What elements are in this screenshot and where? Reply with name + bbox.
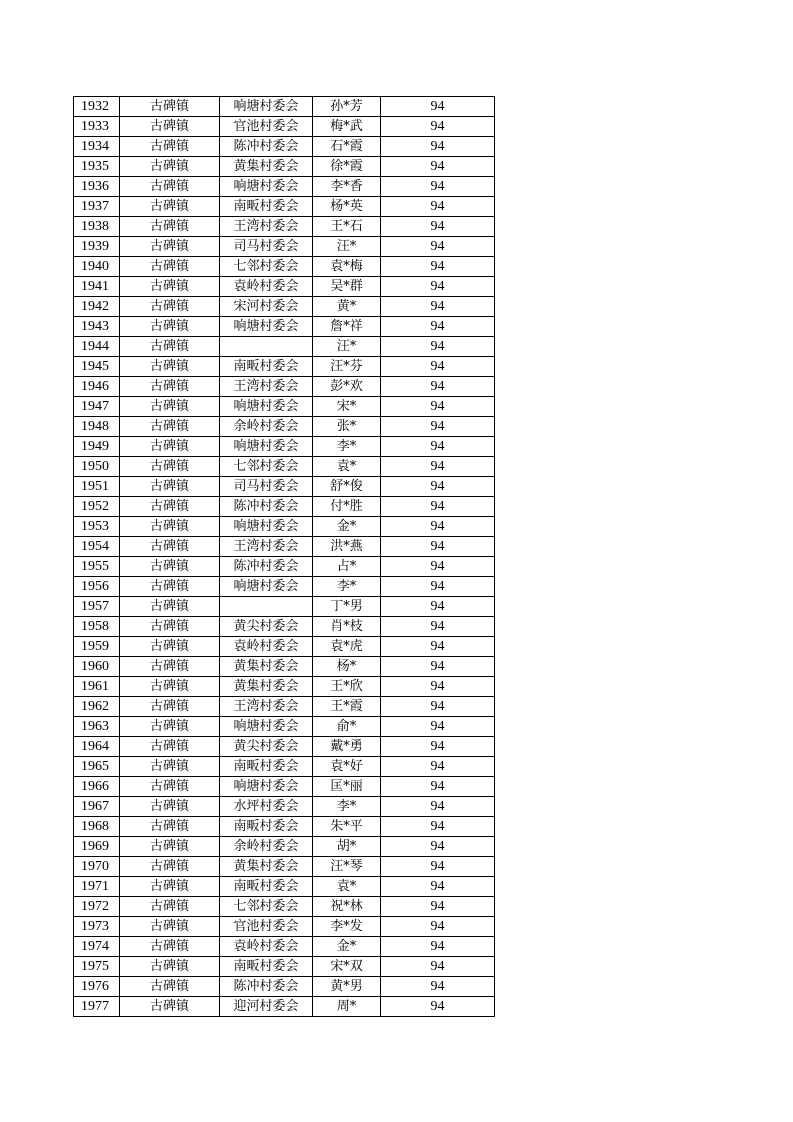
table-row — [74, 817, 495, 837]
row-number-cell: 1962 — [74, 697, 120, 717]
value-cell: 94 — [381, 577, 495, 597]
village-committee-cell: 七邻村委会 — [220, 897, 313, 917]
value-cell: 94 — [381, 957, 495, 977]
row-number-cell: 1954 — [74, 537, 120, 557]
name-cell: 吴*群 — [313, 277, 381, 297]
row-number-cell: 1966 — [74, 777, 120, 797]
town-cell: 古碑镇 — [120, 97, 220, 117]
row-number-cell: 1941 — [74, 277, 120, 297]
town-cell: 古碑镇 — [120, 797, 220, 817]
village-committee-cell: 袁岭村委会 — [220, 277, 313, 297]
row-number-cell: 1964 — [74, 737, 120, 757]
village-committee-cell: 司马村委会 — [220, 237, 313, 257]
town-cell: 古碑镇 — [120, 857, 220, 877]
town-cell: 古碑镇 — [120, 937, 220, 957]
village-committee-cell: 响塘村委会 — [220, 777, 313, 797]
row-number-cell: 1948 — [74, 417, 120, 437]
row-number-cell: 1939 — [74, 237, 120, 257]
name-cell: 彭*欢 — [313, 377, 381, 397]
name-cell: 朱*平 — [313, 817, 381, 837]
row-number-cell: 1955 — [74, 557, 120, 577]
table-row — [74, 917, 495, 937]
name-cell: 徐*霞 — [313, 157, 381, 177]
name-cell: 梅*武 — [313, 117, 381, 137]
table-row — [74, 837, 495, 857]
table-row — [74, 937, 495, 957]
town-cell: 古碑镇 — [120, 537, 220, 557]
value-cell: 94 — [381, 177, 495, 197]
town-cell: 古碑镇 — [120, 157, 220, 177]
table-row — [74, 317, 495, 337]
table-row — [74, 677, 495, 697]
table-row — [74, 577, 495, 597]
village-committee-cell: 陈冲村委会 — [220, 557, 313, 577]
value-cell: 94 — [381, 777, 495, 797]
table-row — [74, 797, 495, 817]
table-row — [74, 657, 495, 677]
town-cell: 古碑镇 — [120, 277, 220, 297]
name-cell: 袁*好 — [313, 757, 381, 777]
table-row — [74, 97, 495, 117]
name-cell: 李* — [313, 437, 381, 457]
table-row — [74, 297, 495, 317]
name-cell: 宋*双 — [313, 957, 381, 977]
value-cell: 94 — [381, 457, 495, 477]
row-number-cell: 1969 — [74, 837, 120, 857]
value-cell: 94 — [381, 197, 495, 217]
village-committee-cell: 南畈村委会 — [220, 197, 313, 217]
value-cell: 94 — [381, 677, 495, 697]
table-row — [74, 557, 495, 577]
row-number-cell: 1947 — [74, 397, 120, 417]
village-committee-cell: 南畈村委会 — [220, 877, 313, 897]
town-cell: 古碑镇 — [120, 817, 220, 837]
row-number-cell: 1944 — [74, 337, 120, 357]
town-cell: 古碑镇 — [120, 917, 220, 937]
row-number-cell: 1973 — [74, 917, 120, 937]
table-row — [74, 857, 495, 877]
name-cell: 占* — [313, 557, 381, 577]
value-cell: 94 — [381, 217, 495, 237]
value-cell: 94 — [381, 837, 495, 857]
name-cell: 匡*丽 — [313, 777, 381, 797]
table-row — [74, 377, 495, 397]
name-cell: 舒*俊 — [313, 477, 381, 497]
value-cell: 94 — [381, 557, 495, 577]
village-committee-cell: 黄尖村委会 — [220, 617, 313, 637]
name-cell: 汪* — [313, 237, 381, 257]
table-row — [74, 697, 495, 717]
village-committee-cell: 水坪村委会 — [220, 797, 313, 817]
village-committee-cell: 王湾村委会 — [220, 697, 313, 717]
name-cell: 汪*芬 — [313, 357, 381, 377]
table-row — [74, 357, 495, 377]
table-row — [74, 617, 495, 637]
value-cell: 94 — [381, 937, 495, 957]
village-committee-cell: 响塘村委会 — [220, 177, 313, 197]
row-number-cell: 1960 — [74, 657, 120, 677]
town-cell: 古碑镇 — [120, 517, 220, 537]
town-cell: 古碑镇 — [120, 457, 220, 477]
value-cell: 94 — [381, 697, 495, 717]
table-row — [74, 177, 495, 197]
row-number-cell: 1963 — [74, 717, 120, 737]
table-row — [74, 997, 495, 1017]
village-committee-cell: 响塘村委会 — [220, 717, 313, 737]
town-cell: 古碑镇 — [120, 757, 220, 777]
name-cell: 王*欣 — [313, 677, 381, 697]
village-committee-cell: 宋河村委会 — [220, 297, 313, 317]
town-cell: 古碑镇 — [120, 737, 220, 757]
row-number-cell: 1970 — [74, 857, 120, 877]
row-number-cell: 1935 — [74, 157, 120, 177]
table-row — [74, 277, 495, 297]
value-cell: 94 — [381, 997, 495, 1017]
name-cell: 戴*勇 — [313, 737, 381, 757]
row-number-cell: 1943 — [74, 317, 120, 337]
row-number-cell: 1951 — [74, 477, 120, 497]
village-committee-cell: 响塘村委会 — [220, 517, 313, 537]
name-cell: 李* — [313, 577, 381, 597]
row-number-cell: 1965 — [74, 757, 120, 777]
table-row — [74, 717, 495, 737]
town-cell: 古碑镇 — [120, 397, 220, 417]
value-cell: 94 — [381, 637, 495, 657]
town-cell: 古碑镇 — [120, 997, 220, 1017]
town-cell: 古碑镇 — [120, 217, 220, 237]
town-cell: 古碑镇 — [120, 637, 220, 657]
town-cell: 古碑镇 — [120, 257, 220, 277]
town-cell: 古碑镇 — [120, 137, 220, 157]
row-number-cell: 1959 — [74, 637, 120, 657]
village-committee-cell: 南畈村委会 — [220, 357, 313, 377]
table-row — [74, 117, 495, 137]
row-number-cell: 1945 — [74, 357, 120, 377]
name-cell: 袁* — [313, 877, 381, 897]
table-row — [74, 537, 495, 557]
row-number-cell: 1932 — [74, 97, 120, 117]
town-cell: 古碑镇 — [120, 557, 220, 577]
name-cell: 李*香 — [313, 177, 381, 197]
value-cell: 94 — [381, 117, 495, 137]
table-row — [74, 757, 495, 777]
town-cell: 古碑镇 — [120, 197, 220, 217]
value-cell: 94 — [381, 157, 495, 177]
table-row — [74, 217, 495, 237]
value-cell: 94 — [381, 317, 495, 337]
row-number-cell: 1933 — [74, 117, 120, 137]
town-cell: 古碑镇 — [120, 617, 220, 637]
table-row — [74, 877, 495, 897]
row-number-cell: 1937 — [74, 197, 120, 217]
village-committee-cell: 王湾村委会 — [220, 537, 313, 557]
name-cell: 袁*梅 — [313, 257, 381, 277]
value-cell: 94 — [381, 477, 495, 497]
value-cell: 94 — [381, 277, 495, 297]
name-cell: 汪* — [313, 337, 381, 357]
roster-table — [73, 96, 495, 1017]
table-row — [74, 397, 495, 417]
table-row — [74, 897, 495, 917]
village-committee-cell: 南畈村委会 — [220, 757, 313, 777]
village-committee-cell: 陈冲村委会 — [220, 137, 313, 157]
name-cell: 汪*琴 — [313, 857, 381, 877]
name-cell: 袁* — [313, 457, 381, 477]
value-cell: 94 — [381, 597, 495, 617]
row-number-cell: 1938 — [74, 217, 120, 237]
value-cell: 94 — [381, 437, 495, 457]
town-cell: 古碑镇 — [120, 477, 220, 497]
value-cell: 94 — [381, 357, 495, 377]
village-committee-cell: 响塘村委会 — [220, 397, 313, 417]
name-cell: 付*胜 — [313, 497, 381, 517]
value-cell: 94 — [381, 737, 495, 757]
row-number-cell: 1976 — [74, 977, 120, 997]
row-number-cell: 1968 — [74, 817, 120, 837]
value-cell: 94 — [381, 977, 495, 997]
town-cell: 古碑镇 — [120, 417, 220, 437]
name-cell: 王*霞 — [313, 697, 381, 717]
value-cell: 94 — [381, 797, 495, 817]
name-cell: 石*霞 — [313, 137, 381, 157]
village-committee-cell: 迎河村委会 — [220, 997, 313, 1017]
value-cell: 94 — [381, 877, 495, 897]
value-cell: 94 — [381, 717, 495, 737]
town-cell: 古碑镇 — [120, 877, 220, 897]
table-row — [74, 417, 495, 437]
town-cell: 古碑镇 — [120, 837, 220, 857]
table-row — [74, 157, 495, 177]
row-number-cell: 1934 — [74, 137, 120, 157]
town-cell: 古碑镇 — [120, 717, 220, 737]
village-committee-cell: 官池村委会 — [220, 917, 313, 937]
value-cell: 94 — [381, 657, 495, 677]
name-cell: 周* — [313, 997, 381, 1017]
row-number-cell: 1957 — [74, 597, 120, 617]
town-cell: 古碑镇 — [120, 657, 220, 677]
town-cell: 古碑镇 — [120, 777, 220, 797]
town-cell: 古碑镇 — [120, 977, 220, 997]
table-row — [74, 437, 495, 457]
village-committee-cell: 南畈村委会 — [220, 817, 313, 837]
value-cell: 94 — [381, 397, 495, 417]
town-cell: 古碑镇 — [120, 597, 220, 617]
town-cell: 古碑镇 — [120, 337, 220, 357]
village-committee-cell: 响塘村委会 — [220, 317, 313, 337]
village-committee-cell: 余岭村委会 — [220, 837, 313, 857]
row-number-cell: 1971 — [74, 877, 120, 897]
name-cell: 李* — [313, 797, 381, 817]
village-committee-cell: 余岭村委会 — [220, 417, 313, 437]
village-committee-cell — [220, 337, 313, 357]
row-number-cell: 1956 — [74, 577, 120, 597]
row-number-cell: 1940 — [74, 257, 120, 277]
village-committee-cell: 黄尖村委会 — [220, 737, 313, 757]
village-committee-cell: 黄集村委会 — [220, 857, 313, 877]
name-cell: 黄* — [313, 297, 381, 317]
village-committee-cell: 王湾村委会 — [220, 377, 313, 397]
name-cell: 张* — [313, 417, 381, 437]
town-cell: 古碑镇 — [120, 437, 220, 457]
row-number-cell: 1949 — [74, 437, 120, 457]
table-row — [74, 477, 495, 497]
village-committee-cell: 官池村委会 — [220, 117, 313, 137]
table-row — [74, 457, 495, 477]
row-number-cell: 1950 — [74, 457, 120, 477]
value-cell: 94 — [381, 137, 495, 157]
village-committee-cell: 袁岭村委会 — [220, 937, 313, 957]
table-row — [74, 737, 495, 757]
row-number-cell: 1953 — [74, 517, 120, 537]
village-committee-cell: 陈冲村委会 — [220, 977, 313, 997]
village-committee-cell: 响塘村委会 — [220, 577, 313, 597]
name-cell: 孙*芳 — [313, 97, 381, 117]
name-cell: 俞* — [313, 717, 381, 737]
row-number-cell: 1958 — [74, 617, 120, 637]
town-cell: 古碑镇 — [120, 317, 220, 337]
table-row — [74, 637, 495, 657]
value-cell: 94 — [381, 817, 495, 837]
name-cell: 杨*英 — [313, 197, 381, 217]
table-row — [74, 777, 495, 797]
town-cell: 古碑镇 — [120, 297, 220, 317]
town-cell: 古碑镇 — [120, 677, 220, 697]
value-cell: 94 — [381, 377, 495, 397]
name-cell: 詹*祥 — [313, 317, 381, 337]
table-row — [74, 497, 495, 517]
town-cell: 古碑镇 — [120, 117, 220, 137]
name-cell: 祝*林 — [313, 897, 381, 917]
table-row — [74, 237, 495, 257]
value-cell: 94 — [381, 897, 495, 917]
value-cell: 94 — [381, 517, 495, 537]
village-committee-cell: 王湾村委会 — [220, 217, 313, 237]
value-cell: 94 — [381, 617, 495, 637]
name-cell: 洪*燕 — [313, 537, 381, 557]
table-row — [74, 257, 495, 277]
value-cell: 94 — [381, 757, 495, 777]
value-cell: 94 — [381, 297, 495, 317]
table-row — [74, 517, 495, 537]
table-row — [74, 137, 495, 157]
value-cell: 94 — [381, 497, 495, 517]
village-committee-cell: 袁岭村委会 — [220, 637, 313, 657]
table-row — [74, 337, 495, 357]
town-cell: 古碑镇 — [120, 177, 220, 197]
village-committee-cell: 黄集村委会 — [220, 677, 313, 697]
town-cell: 古碑镇 — [120, 377, 220, 397]
village-committee-cell — [220, 597, 313, 617]
value-cell: 94 — [381, 417, 495, 437]
village-committee-cell: 七邻村委会 — [220, 257, 313, 277]
row-number-cell: 1975 — [74, 957, 120, 977]
name-cell: 袁*虎 — [313, 637, 381, 657]
roster-body — [74, 97, 495, 1017]
name-cell: 黄*男 — [313, 977, 381, 997]
value-cell: 94 — [381, 337, 495, 357]
value-cell: 94 — [381, 917, 495, 937]
town-cell: 古碑镇 — [120, 577, 220, 597]
name-cell: 李*发 — [313, 917, 381, 937]
value-cell: 94 — [381, 537, 495, 557]
village-committee-cell: 响塘村委会 — [220, 97, 313, 117]
village-committee-cell: 陈冲村委会 — [220, 497, 313, 517]
name-cell: 杨* — [313, 657, 381, 677]
name-cell: 金* — [313, 517, 381, 537]
row-number-cell: 1967 — [74, 797, 120, 817]
table-row — [74, 597, 495, 617]
name-cell: 丁*男 — [313, 597, 381, 617]
town-cell: 古碑镇 — [120, 697, 220, 717]
row-number-cell: 1961 — [74, 677, 120, 697]
row-number-cell: 1952 — [74, 497, 120, 517]
village-committee-cell: 黄集村委会 — [220, 157, 313, 177]
name-cell: 王*石 — [313, 217, 381, 237]
town-cell: 古碑镇 — [120, 237, 220, 257]
name-cell: 金* — [313, 937, 381, 957]
table-row — [74, 197, 495, 217]
value-cell: 94 — [381, 257, 495, 277]
village-committee-cell: 黄集村委会 — [220, 657, 313, 677]
town-cell: 古碑镇 — [120, 897, 220, 917]
name-cell: 胡* — [313, 837, 381, 857]
village-committee-cell: 南畈村委会 — [220, 957, 313, 977]
name-cell: 宋* — [313, 397, 381, 417]
town-cell: 古碑镇 — [120, 357, 220, 377]
table-row — [74, 977, 495, 997]
row-number-cell: 1977 — [74, 997, 120, 1017]
town-cell: 古碑镇 — [120, 957, 220, 977]
row-number-cell: 1972 — [74, 897, 120, 917]
value-cell: 94 — [381, 237, 495, 257]
table-row — [74, 957, 495, 977]
village-committee-cell: 响塘村委会 — [220, 437, 313, 457]
row-number-cell: 1936 — [74, 177, 120, 197]
value-cell: 94 — [381, 857, 495, 877]
village-committee-cell: 司马村委会 — [220, 477, 313, 497]
value-cell: 94 — [381, 97, 495, 117]
row-number-cell: 1942 — [74, 297, 120, 317]
village-committee-cell: 七邻村委会 — [220, 457, 313, 477]
row-number-cell: 1946 — [74, 377, 120, 397]
town-cell: 古碑镇 — [120, 497, 220, 517]
row-number-cell: 1974 — [74, 937, 120, 957]
name-cell: 肖*枝 — [313, 617, 381, 637]
